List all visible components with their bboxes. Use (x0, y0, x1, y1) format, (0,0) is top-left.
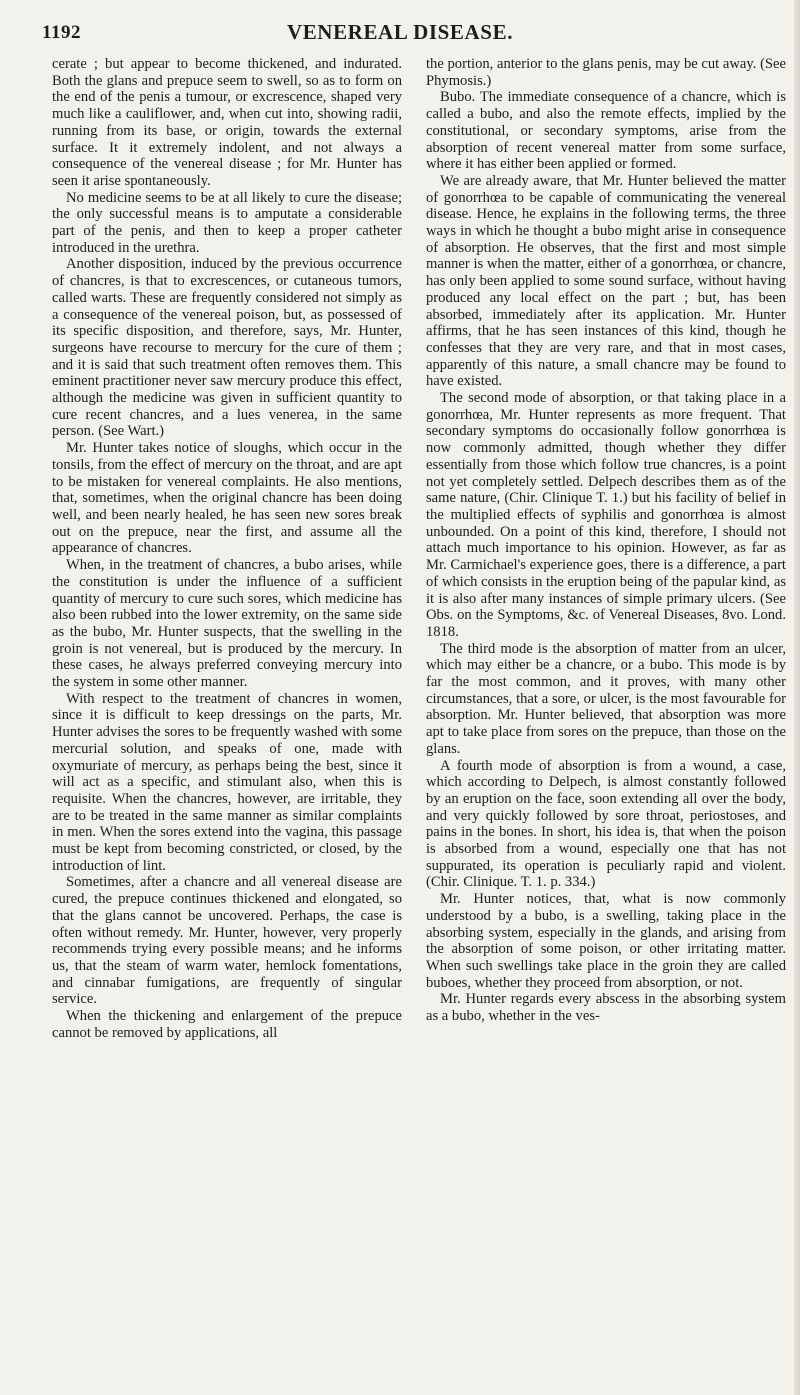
paragraph: cerate ; but appear to become thickened, and indurated. Both the glans and prepuce seem to swell, so as to form on the end of the penis a tumour, or excrescence, shaped very much like a cauliflower, and, when cut into, showing radii, running from its base, or origin, towards the external surface. It it extremely indolent, and not always a consequence of the venereal disease ; for Mr. Hunter has seen it arise spontaneously. (52, 56, 402, 189)
paragraph: No medicine seems to be at all likely to cure the disease; the only successful means is to amputate a considerable part of the penis, and then to keep a proper catheter introduced in the urethra. (52, 189, 402, 256)
paragraph: Mr. Hunter regards every abscess in the absorbing system as a bubo, whether in the ves- (426, 991, 786, 1025)
paragraph: Sometimes, after a chancre and all venereal disease are cured, the prepuce continues thickened and elongated, so that the glans cannot be uncovered. Perhaps, the case is often without remedy. Mr. Hunter, however, very properly recommends trying every possible means; and he informs us, that the steam of warm water, hemlock fomentations, and cinnabar fumigations, are frequently of singular service. (52, 874, 402, 1008)
page-edge-shadow (794, 0, 800, 1395)
paragraph: Mr. Hunter takes notice of sloughs, which occur in the tonsils, from the effect of mercury on the throat, and are apt to be mistaken for venereal complaints. He also mentions, that, sometimes, when the original chancre has been doing well, and been nearly healed, he has seen new sores break out on the prepuce, near the first, and assume all the appearance of chancres. (52, 440, 402, 557)
paragraph: Mr. Hunter notices, that, what is now commonly understood by a bubo, is a swelling, taking place in the absorbing system, especially in the glands, and arising from the absorption of some poison, or other irritating matter. When such swellings take place in the groin they are called buboes, whether they proceed from absorption, or not. (426, 891, 786, 991)
paragraph: Bubo. The immediate consequence of a chancre, which is called a bubo, and also the remote effects, implied by the constitutional, or secondary symptoms, arise from the absorption of recent venereal matter from some surface, where it has either been applied or formed. (426, 89, 786, 173)
paragraph: With respect to the treatment of chancres in women, since it is difficult to keep dressings on the parts, Mr. Hunter advises the sores to be frequently washed with some mercurial solution, and speaks of one, made with oxymuriate of mercury, as perhaps being the best, since it will act as a specific, and stimulant also, when this is requisite. When the chancres, however, are irritable, they are to be treated in the same manner as similar complaints in men. When the sores extend into the vagina, this passage must be kept from becoming constricted, or closed, by the introduction of lint. (52, 690, 402, 874)
paragraph: When the thickening and enlargement of the prepuce cannot be removed by applications, all (52, 1008, 402, 1041)
paragraph: the portion, anterior to the glans penis, may be cut away. (See Phymosis.) (426, 56, 786, 89)
running-title: VENEREAL DISEASE. (286, 20, 514, 44)
paragraph: We are already aware, that Mr. Hunter believed the matter of gonorrhœa to be capable of communicating the venereal disease. Hence, he explains in the following terms, the three ways in which he thought a bubo might arise in consequence of absorption. He observes, that the first and most simple manner is when the matter, either of a gonorrhœa, or chancre, has only been applied to some sound surface, without having produced any local effect on the part ; but, has been absorbed, immediately after its application. Mr. Hunter affirms, that he has seen instances of this kind, though he confesses that they are very rare, and that in most cases, apparently of this nature, a small chancre may be found to have existed. (426, 172, 786, 390)
right-column (426, 56, 786, 1025)
paragraph: Another disposition, induced by the previous occurrence of chancres, is that to excrescences, or cutaneous tumors, called warts. These are frequently considered not simply as a consequence of the venereal poison, but, as possessed of its specific disposition, and therefore, says, Mr. Hunter, surgeons have recourse to mercury for the cure of them ; and it is said that such treatment often removes them. This eminent practitioner never saw mercury produce this effect, although the medicine was given in sufficient quantity to cure recent chancres, and a lues venerea, in the same person. (See Wart.) (52, 256, 402, 440)
page-header (0, 18, 800, 52)
left-column (52, 56, 402, 1041)
paragraph: The third mode is the absorption of matter from an ulcer, which may either be a chancre, or a bubo. This mode is by far the most common, and it proves, with many other circumstances, that a sore, or ulcer, is the most favourable for absorption. Mr. Hunter believed, that absorption was more apt to take place from sores on the prepuce, than those on the glans. (426, 640, 786, 757)
paragraph: When, in the treatment of chancres, a bubo arises, while the constitution is under the influence of a sufficient quantity of mercury to cure such sores, which medicine has also been rubbed into the lower extremity, on the same side as the bubo, Mr. Hunter suspects, that the swelling in the groin is not venereal, but is produced by the mercury. In these cases, he always preferred conveying mercury into the system in some other manner. (52, 557, 402, 691)
paragraph: A fourth mode of absorption is from a wound, a case, which according to Delpech, is almost constantly followed by an eruption on the face, soon extending all over the body, and very quickly followed by sore throat, periostoses, and pains in the bones. In short, his idea is, that when the poison is absorbed from a wound, especially one that has not suppurated, its operation is peculiarly rapid and violent. (Chir. Clinique. T. 1. p. 334.) (426, 757, 786, 891)
paragraph: The second mode of absorption, or that taking place in a gonorrhœa, Mr. Hunter represents as more frequent. That secondary symptoms do occasionally follow gonorrhœa is now commonly admitted, though whether they differ essentially from those which follow true chancres, is a point not yet completely settled. Delpech describes them as of the same nature, (Chir. Clinique T. 1.) but his facility of belief in the multiplied effects of syphilis and gonorrhœa is almost unbounded. On a point of this kind, therefore, I should not attach much importance to his opinion. However, as far as Mr. Carmichael's experience goes, there is a difference, a part of which consists in the eruption being of the papular kind, as it is also after many instances of simple primary ulcers. (See Obs. on the Symptoms, &c. of Venereal Diseases, 8vo. Lond. 1818. (426, 390, 786, 640)
text-columns (52, 56, 786, 1386)
page-number: 1192 (42, 22, 81, 43)
